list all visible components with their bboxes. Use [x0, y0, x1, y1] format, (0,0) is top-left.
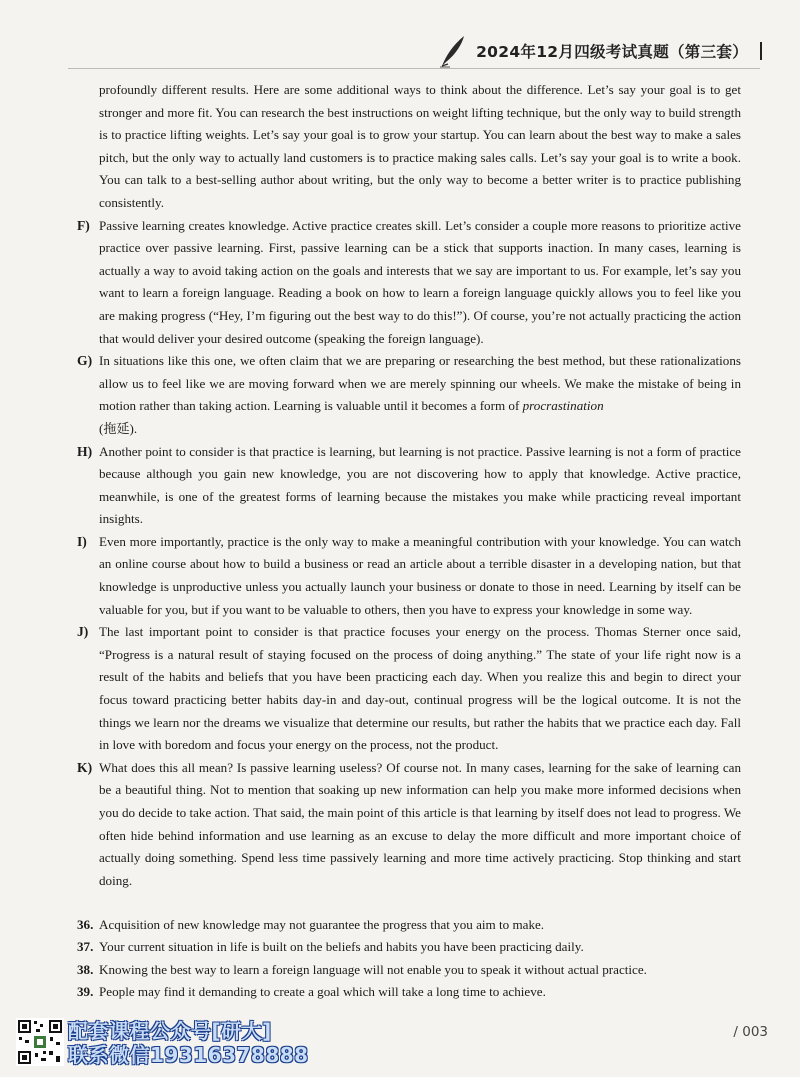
promo-line-course: 配套课程公众号[研大]	[68, 1019, 272, 1043]
paragraph-text: In situations like this one, we often claim that we are preparing or researching the best method, but these rationalizations allow us to feel like we are moving forward when we are merely spinning our wheels. We make the mistake of being in motion rather than taking action. Learning is valuable until it becomes a form of procrastination (拖延).	[99, 353, 741, 436]
paragraph-text: Even more importantly, practice is the only way to make a meaningful contribution with your knowledge. You can watch an online course about how to build a business or read an article about a terrible disaster in a developing nation, but that knowledge is unproductive unless you actually launch your business or donate to those in need. Learning by itself can be valuable for you, but if you want to be valuable to others, then you have to express your knowledge in some way.	[99, 533, 741, 617]
italic-term: procrastination	[522, 398, 604, 414]
paragraph-label: G)	[77, 353, 93, 369]
quill-pen-icon	[438, 34, 468, 68]
passage-paragraph-g	[77, 350, 741, 440]
header-bar	[760, 42, 762, 60]
qr-code-icon[interactable]	[16, 1018, 64, 1066]
exam-title: 2024年12月四级考试真题（第三套）	[476, 43, 748, 61]
statement-item	[77, 981, 741, 1003]
header-rule	[68, 68, 760, 69]
paragraph-label: F)	[77, 217, 90, 233]
paragraph-text: The last important point to consider is that practice focuses your energy on the process. Thomas Sterner once said, “Progress is a natural result of staying focused on the process of doing anything.” The state of your life right now is a result of the habits and beliefs that you have been practicing each day. When you realize this and begin to direct your focus toward practicing better habits day-in and day-out, continual progress will be the logical outcome. It is not the things we learn nor the dreams we visualize that determine our results, but rather the habits that we practice each day. Fall in love with boredom and focus your energy on the process, not the product.	[99, 624, 741, 753]
chinese-gloss: (拖延).	[99, 420, 138, 436]
page-header	[438, 34, 762, 68]
statement-item	[77, 936, 741, 958]
promo-line-wechat: 联系微信19316378888	[68, 1043, 309, 1067]
paragraph-label: H)	[77, 443, 93, 459]
paragraph-text: What does this all mean? Is passive learning useless? Of course not. In many cases, learning for the sake of learning can be a beautiful thing. Not to mention that soaking up new information can help you make more informed decisions when you do decide to take action. That said, the main point of this article is that learning by itself does not lead to progress. We often hide behind information and use learning as an excuse to delay the more difficult and more important choice of actually doing something. Spend less time passively learning and more time actively practicing. Stop thinking and start doing.	[99, 759, 741, 888]
paragraph-label: I)	[77, 533, 87, 549]
paragraph-text: Passive learning creates knowledge. Active practice creates skill. Let’s consider a couple more reasons to prioritize active practice over passive learning. First, passive learning can be a stick that supports inaction. In many cases, learning is actually a way to avoid taking action on the goals and interests that we say are important to us. For example, let’s say you want to learn a foreign language. Reading a book on how to learn a foreign language quickly allows you to feel like you are making progress (“Hey, I’m figuring out the best way to do this!”). Of course, you’re not actually practicing the action that would deliver your desired outcome (speaking the foreign language).	[99, 217, 741, 346]
passage-paragraph-i	[77, 531, 741, 621]
statement-text: People may find it demanding to create a goal which will take a long time to achieve.	[99, 984, 546, 1000]
passage-paragraph-k	[77, 757, 741, 893]
statement-text: Acquisition of new knowledge may not guarantee the progress that you aim to make.	[99, 917, 545, 932]
statement-number: 38.	[77, 961, 94, 977]
page-number: / 003	[733, 1024, 768, 1040]
statement-text: Knowing the best way to learn a foreign language will not enable you to speak it without actual practice.	[99, 961, 647, 977]
statement-item	[77, 959, 741, 981]
statement-number: 39.	[77, 984, 94, 1000]
promo-banner	[68, 1019, 309, 1067]
paragraph-label: K)	[77, 759, 93, 775]
statement-item	[77, 914, 741, 936]
passage-paragraph-h	[77, 441, 741, 531]
question-statements	[77, 914, 741, 1004]
statement-text: Your current situation in life is built on the beliefs and habits you have been practicing daily.	[99, 939, 584, 955]
passage-body	[77, 79, 741, 892]
passage-paragraph-f	[77, 215, 741, 351]
paragraph-text: Another point to consider is that practice is learning, but learning is not practice. Passive learning is not a form of practice because although you gain new knowledge, you are not discovering how to apply that knowledge. Active practice, meanwhile, is one of the greatest forms of learning because the mistakes you make while practicing reveal important insights.	[99, 443, 741, 527]
passage-paragraph-j	[77, 621, 741, 757]
paragraph-label: J)	[77, 624, 89, 640]
passage-paragraph-continued: profoundly different results. Here are some additional ways to think about the difference. Let’s say your goal is to get stronger and more fit. You can research the best instructions on weight lifting technique, but the only way to build strength is to practice lifting weights. Let’s say your goal is to grow your startup. You can learn about the best way to make a sales pitch, but the only way to actually land customers is to practice making sales calls. Let’s say your goal is to write a book. You can talk to a best-selling author about writing, but the only way to become a better writer is to practice publishing consistently.	[99, 82, 741, 210]
statement-number: 36.	[77, 917, 94, 932]
statement-number: 37.	[77, 939, 94, 955]
